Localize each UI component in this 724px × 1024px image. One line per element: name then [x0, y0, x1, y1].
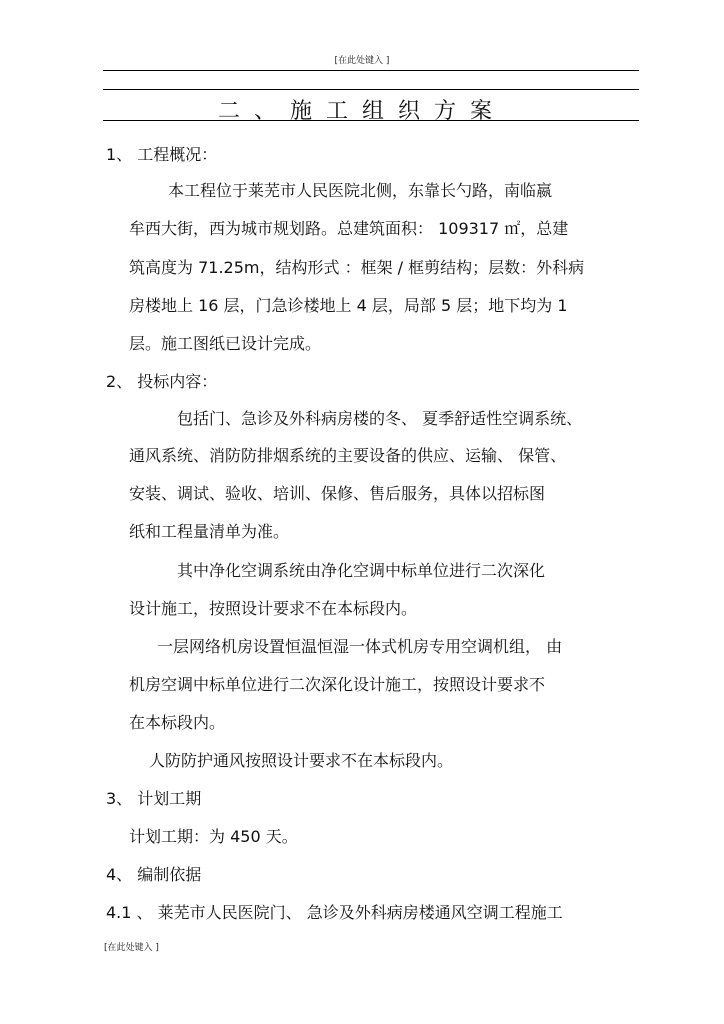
paragraph-line: 层。施工图纸已设计完成。 [129, 334, 322, 353]
header-note: [在此处键入 ] [334, 56, 390, 66]
footer-note: [在此处键入 ] [104, 943, 159, 953]
paragraph-line: 房楼地上 16 层，门急诊楼地上 4 层，局部 5 层；地下均为 1 [129, 296, 568, 315]
paragraph-line: 包括门、急诊及外科病房楼的冬、 夏季舒适性空调系统、 [177, 409, 583, 428]
paragraph-line: 本工程位于莱芜市人民医院北侧，东靠长勺路，南临嬴 [168, 181, 553, 200]
paragraph-line: 通风系统、消防防排烟系统的主要设备的供应、运输、 保管、 [129, 446, 567, 465]
section-heading-3: 3、 计划工期 [106, 789, 202, 808]
paragraph-line: 其中净化空调系统由净化空调中标单位进行二次深化 [177, 561, 546, 580]
paragraph-line: 机房空调中标单位进行二次深化设计施工，按照设计要求不 [129, 675, 546, 694]
title-rule-top [103, 89, 639, 90]
section-heading-1: 1、 工程概况： [106, 145, 218, 164]
page-title: 二、施工组织方案 [217, 99, 506, 124]
paragraph-line: 在本标段内。 [129, 713, 226, 732]
title-rule-bottom [103, 120, 639, 121]
paragraph-line: 人防防护通风按照设计要求不在本标段内。 [149, 751, 454, 770]
paragraph-line: 安装、调试、验收、培训、保修、售后服务，具体以招标图 [129, 484, 546, 503]
paragraph-line: 计划工期：为 450 天。 [129, 827, 298, 846]
paragraph-line: 筑高度为 71.25m，结构形式 ：框架 / 框剪结构；层数：外科病 [129, 258, 585, 277]
paragraph-line: 设计施工，按照设计要求不在本标段内。 [129, 599, 418, 618]
section-heading-4: 4、 编制依据 [106, 865, 202, 884]
paragraph-line: 牟西大街，西为城市规划路。总建筑面积： 109317 ㎡，总建 [129, 219, 569, 238]
section-heading-2: 2、 投标内容： [106, 372, 218, 391]
paragraph-line: 4.1 、 莱芜市人民医院门、 急诊及外科病房楼通风空调工程施工 [106, 903, 563, 922]
paragraph-line: 纸和工程量清单为准。 [129, 522, 290, 541]
header-rule [103, 70, 639, 71]
paragraph-line: 一层网络机房设置恒温恒湿一体式机房专用空调机组， 由 [157, 637, 563, 656]
